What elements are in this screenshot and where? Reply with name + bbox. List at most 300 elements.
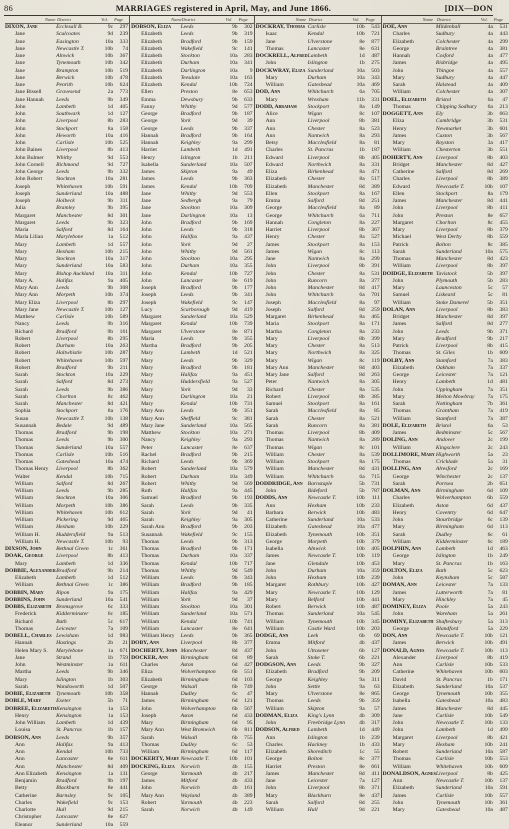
- entry-page: 405: [119, 277, 129, 284]
- entry-given-name: Mary: [392, 285, 405, 291]
- entry-name: [383, 604, 436, 611]
- register-entry: [256, 640, 381, 647]
- register-entry: [131, 394, 254, 401]
- entry-given-name: Ann: [15, 741, 25, 748]
- entry-surname: DOLMAN, Ann: [382, 488, 421, 494]
- register-entry: [5, 655, 129, 662]
- entry-volume: 8b: [359, 118, 365, 125]
- entry-page: 583: [119, 263, 129, 270]
- entry-volume: 8e: [232, 444, 238, 451]
- entry-district: Kendal: [56, 473, 73, 480]
- entry-district: Macclesfield: [307, 205, 337, 212]
- entry-name: [256, 648, 308, 655]
- entry-given-name: Mary A.: [15, 277, 34, 284]
- entry-volume: 1b: [487, 350, 493, 357]
- entry-page: 512: [119, 234, 129, 241]
- register-entry: [383, 307, 509, 314]
- entry-volume: 10b: [484, 183, 493, 190]
- entry-name: [5, 155, 56, 162]
- entry-district: Hexham: [56, 524, 75, 531]
- entry-district: Stockport: [307, 401, 330, 407]
- register-entry: [256, 75, 381, 82]
- entry-name: [131, 220, 181, 227]
- register-entry: [131, 785, 254, 792]
- entry-district: Wareham: [435, 611, 457, 618]
- entry-given-name: Mary: [265, 343, 278, 349]
- entry-volume: 10a: [229, 67, 238, 74]
- entry-name: [383, 256, 436, 263]
- entry-volume: 9d: [107, 31, 114, 38]
- entry-name: [383, 329, 436, 336]
- entry-given-name: John: [15, 111, 26, 117]
- register-entry: [383, 401, 509, 408]
- entry-district: Barnstaple: [307, 480, 333, 487]
- entry-volume: 10a: [229, 53, 238, 59]
- register-entry: [131, 285, 254, 292]
- entry-name: [131, 684, 181, 691]
- entry-given-name: Elizabeth: [141, 676, 163, 683]
- entry-district: Wayland: [180, 792, 200, 799]
- entry-volume: 8b: [359, 263, 365, 270]
- entry-district: Morpeth: [56, 292, 76, 299]
- entry-page: 361: [499, 799, 508, 806]
- entry-page: 399: [371, 335, 380, 342]
- entry-volume: 9b: [231, 285, 238, 291]
- entry-volume: 9d: [231, 386, 238, 393]
- entry-page: 463: [499, 546, 508, 552]
- entry-name: [256, 271, 308, 278]
- register-entry: [5, 97, 129, 104]
- entry-page: 535: [371, 386, 380, 393]
- entry-volume: 3b: [487, 132, 493, 139]
- entry-given-name: Mary: [392, 393, 405, 400]
- entry-given-name: John: [141, 705, 152, 712]
- entry-volume: 9b: [231, 633, 238, 639]
- entry-name: [131, 53, 181, 60]
- entry-volume: 10b: [229, 82, 238, 88]
- entry-name: [383, 176, 436, 183]
- entry-district: Leeds: [56, 488, 70, 494]
- entry-district: Hexham: [435, 741, 455, 748]
- entry-page: 429: [244, 589, 253, 596]
- entry-volume: 9d: [107, 154, 114, 161]
- entry-page: 633: [244, 96, 253, 103]
- entry-given-name: John: [265, 270, 277, 277]
- entry-page: 101: [244, 756, 253, 763]
- entry-given-name: John: [392, 799, 404, 806]
- entry-district: Colchester: [435, 89, 461, 96]
- entry-name: [383, 89, 436, 96]
- entry-district: Lambeth: [180, 147, 201, 154]
- entry-district: Birmingham: [180, 698, 209, 705]
- entry-volume: 7a: [487, 415, 493, 422]
- entry-volume: 1d: [107, 241, 114, 248]
- entry-given-name: Mary: [265, 589, 278, 596]
- register-entry: [5, 756, 129, 763]
- entry-name: [256, 539, 308, 546]
- entry-page: 103: [244, 676, 253, 683]
- entry-district: Wakefield: [180, 299, 203, 306]
- entry-name: [5, 314, 56, 321]
- entry-volume: 8a: [359, 401, 365, 407]
- entry-district: Teesdale: [180, 74, 200, 81]
- entry-given-name: Thomas: [265, 611, 284, 618]
- entry-page: 433: [244, 778, 253, 784]
- entry-name: [383, 184, 436, 191]
- entry-given-name: William: [15, 502, 34, 509]
- entry-page: 211: [244, 154, 253, 161]
- entry-given-name: Maria: [15, 227, 29, 233]
- entry-page: 323: [119, 219, 129, 226]
- entry-district: Stockport: [307, 190, 330, 197]
- entry-name: [383, 713, 436, 720]
- entry-page: 417: [499, 140, 508, 146]
- entry-name: [5, 481, 56, 488]
- entry-district: Islington: [435, 553, 456, 560]
- entry-district: Easington: [56, 38, 79, 45]
- entry-name: [256, 307, 308, 314]
- entry-volume: 10a: [104, 495, 114, 502]
- entry-given-name: James: [392, 321, 407, 328]
- entry-page: 409: [371, 430, 380, 436]
- entry-page: 609: [499, 350, 508, 357]
- register-entry: [383, 169, 509, 176]
- entry-given-name: Jane: [265, 560, 276, 567]
- entry-page: 386: [119, 582, 129, 589]
- entry-district: Manchester: [56, 212, 83, 219]
- entry-name: [383, 82, 436, 89]
- entry-volume: 9a: [359, 705, 365, 712]
- register-entry: [256, 68, 381, 75]
- entry-volume: 9a: [232, 198, 238, 204]
- entry-district: Bradford: [56, 567, 77, 574]
- entry-name: [256, 278, 308, 285]
- register-entry: [131, 75, 254, 82]
- entry-given-name: John: [141, 234, 152, 241]
- entry-name: [256, 394, 308, 401]
- entry-volume: 8c: [359, 111, 365, 117]
- entry-given-name: John: [15, 132, 26, 139]
- entry-volume: 6b: [231, 669, 238, 676]
- entry-district: Sunderland: [56, 190, 82, 197]
- entry-volume: 9c: [107, 24, 114, 30]
- entry-volume: 9d: [107, 422, 114, 429]
- entry-volume: 2b: [487, 480, 493, 487]
- entry-district: York: [180, 596, 191, 603]
- entry-district: Cricklade: [435, 459, 458, 465]
- entry-district: Liverpool: [56, 147, 78, 154]
- entry-given-name: Susannah: [141, 531, 163, 538]
- column-header: [256, 16, 381, 24]
- entry-page: 39: [246, 118, 253, 125]
- entry-page: 443: [499, 31, 508, 38]
- entry-given-name: William: [265, 473, 284, 480]
- entry-name: [383, 300, 436, 307]
- entry-name: [131, 111, 181, 118]
- entry-given-name: Michael: [392, 234, 411, 241]
- register-entry: [256, 321, 381, 328]
- entry-name: [256, 336, 308, 343]
- entry-given-name: George: [265, 538, 282, 545]
- column-header-vol: Vol.: [225, 17, 233, 22]
- register-entry: [383, 553, 509, 560]
- entry-district: Bradford: [180, 582, 201, 589]
- entry-page: 187: [371, 147, 380, 154]
- entry-name: [131, 191, 181, 198]
- entry-district: Congleton: [307, 328, 331, 335]
- entry-district: Stockport: [56, 408, 78, 415]
- entry-page: 335: [244, 502, 253, 509]
- entry-name: [383, 698, 436, 705]
- entry-name: [383, 785, 436, 792]
- entry-district: Darlington: [180, 212, 206, 219]
- entry-page: 641: [244, 625, 253, 632]
- entry-district: Stockton: [180, 205, 200, 212]
- entry-volume: 4b: [231, 763, 238, 770]
- entry-name: [5, 532, 56, 539]
- entry-page: 333: [119, 604, 129, 610]
- entry-given-name: Elizabeth: [141, 82, 163, 88]
- entry-page: 609: [499, 763, 508, 770]
- entry-page: 425: [499, 770, 508, 777]
- register-entry: [131, 800, 254, 807]
- entry-volume: 4a: [487, 67, 493, 74]
- entry-page: 395: [119, 205, 129, 212]
- entry-given-name: Mary: [15, 248, 28, 255]
- entry-volume: 10b: [356, 538, 365, 545]
- register-entry: [383, 561, 509, 568]
- entry-district: Keynsham: [435, 575, 460, 581]
- entry-given-name: Isaac: [265, 31, 278, 38]
- entry-given-name: Samuel: [141, 495, 158, 502]
- entry-page: 351: [499, 386, 508, 393]
- entry-page: 159: [244, 38, 253, 45]
- entry-page: 127: [371, 778, 380, 784]
- register-entry: [131, 321, 254, 328]
- entry-name: [131, 430, 181, 437]
- entry-given-name: William H.: [15, 531, 40, 538]
- register-entry: [131, 684, 254, 691]
- register-entry: [256, 742, 381, 749]
- entry-district: Gateshead: [307, 524, 332, 531]
- entry-page: 551: [499, 147, 508, 154]
- entry-district: Salford: [56, 227, 73, 233]
- entry-given-name: Mary: [15, 256, 28, 262]
- entry-district: Gateshead: [56, 459, 80, 465]
- entry-volume: 4b: [231, 785, 238, 792]
- entry-volume: 8d: [359, 364, 365, 371]
- entry-name: [5, 220, 56, 227]
- entry-name: [5, 408, 56, 415]
- entry-volume: 1b: [107, 654, 114, 661]
- entry-page: 185: [244, 582, 253, 589]
- entry-given-name: Hannah: [141, 140, 159, 146]
- entry-volume: 10b: [104, 691, 114, 697]
- entry-district: Carlisle: [435, 712, 454, 719]
- entry-district: Kensington: [56, 712, 82, 719]
- entry-volume: 10b: [229, 756, 238, 763]
- register-entry: [5, 481, 129, 488]
- entry-page: 214: [119, 567, 129, 574]
- entry-given-name: William: [392, 444, 411, 451]
- entry-volume: 9b: [231, 364, 238, 371]
- entry-district: Salford: [56, 480, 73, 487]
- entry-district: Newcastle T.: [435, 633, 465, 639]
- entry-given-name: Joseph: [15, 183, 31, 190]
- entry-given-name: Harriet: [265, 763, 282, 770]
- entry-volume: 1a: [107, 770, 114, 777]
- register-entry: [131, 314, 254, 321]
- entry-page: 545: [371, 611, 380, 618]
- register-columns: [4, 16, 508, 828]
- entry-name: [383, 31, 436, 38]
- entry-page: 141: [244, 45, 253, 52]
- entry-volume: 7a: [487, 386, 493, 393]
- entry-name: [131, 300, 181, 307]
- entry-district: Pickering: [56, 517, 78, 523]
- entry-given-name: William: [15, 509, 34, 516]
- entry-page: 441: [371, 596, 380, 603]
- entry-page: 175: [119, 589, 129, 596]
- register-entry: [131, 713, 254, 720]
- entry-volume: 8d: [487, 256, 493, 262]
- entry-page: 361: [499, 401, 508, 407]
- register-entry: [131, 626, 254, 633]
- entry-given-name: William: [265, 618, 284, 625]
- entry-volume: 10b: [356, 495, 365, 502]
- entry-district: York: [180, 241, 191, 248]
- entry-surname: DOLBY, Ann: [382, 357, 415, 364]
- entry-district: Macclesfield: [307, 140, 337, 146]
- entry-volume: 2c: [487, 466, 493, 473]
- entry-district: Bedminster: [435, 430, 462, 436]
- entry-district: Alnwick: [56, 53, 75, 59]
- entry-name: [256, 343, 308, 350]
- register-entry: [383, 242, 509, 249]
- register-entry: [5, 706, 129, 713]
- entry-volume: 9b: [231, 292, 238, 299]
- entry-volume: 9b: [359, 698, 365, 705]
- entry-page: 741: [244, 618, 253, 625]
- entry-given-name: Joseph: [141, 712, 157, 719]
- register-entry: [383, 445, 509, 452]
- entry-name: [5, 648, 56, 655]
- register-entry: [383, 365, 509, 372]
- entry-given-name: Sarah: [392, 82, 406, 88]
- entry-district: Birmingham: [180, 654, 209, 661]
- entry-name: [5, 104, 56, 111]
- entry-district: Halifax: [180, 234, 198, 241]
- entry-volume: 8b: [487, 734, 493, 741]
- entry-volume: 4a: [487, 45, 493, 52]
- register-entry: [131, 307, 254, 314]
- register-entry: [131, 169, 254, 176]
- entry-volume: 10b: [484, 712, 493, 719]
- entry-given-name: James: [265, 241, 280, 248]
- entry-given-name: Elizabeth: [265, 176, 287, 183]
- entry-name: [256, 785, 308, 792]
- entry-name: [383, 75, 436, 82]
- register-entry: [383, 785, 509, 792]
- entry-page: 263: [371, 372, 380, 378]
- entry-name: [383, 553, 436, 560]
- entry-given-name: Mary: [141, 372, 154, 378]
- register-entry: [256, 234, 381, 241]
- entry-district: St. Pancras: [56, 727, 82, 734]
- entry-volume: 8b: [359, 227, 365, 233]
- column-header: [131, 16, 254, 24]
- entry-district: Stoke Damerel: [435, 299, 469, 306]
- entry-district: Leeds: [56, 219, 70, 226]
- register-entry: [131, 46, 254, 53]
- register-entry: [256, 474, 381, 481]
- entry-given-name: Eleanor: [15, 821, 33, 828]
- entry-given-name: Mary: [392, 74, 405, 81]
- entry-given-name: George: [141, 125, 158, 132]
- entry-name: [383, 459, 436, 466]
- entry-district: Manchester: [307, 183, 335, 190]
- register-entry: [256, 568, 381, 575]
- entry-given-name: Margaret: [265, 582, 286, 589]
- entry-district: Leeds: [180, 125, 194, 132]
- entry-volume: 9b: [231, 227, 238, 233]
- entry-district: Chorlton: [435, 219, 457, 226]
- column-header-vol: Vol.: [480, 17, 488, 22]
- entry-name: [5, 459, 56, 466]
- entry-volume: 8b: [487, 263, 493, 270]
- entry-district: Leeds: [180, 357, 194, 364]
- register-entry: [256, 220, 381, 227]
- entry-name: [131, 387, 181, 394]
- entry-volume: 10b: [356, 553, 365, 560]
- entry-page: 569: [244, 480, 253, 487]
- register-entry: [5, 604, 129, 611]
- entry-given-name: Elizabeth: [265, 183, 287, 190]
- entry-district: Liverpool: [435, 263, 458, 270]
- entry-page: 127: [371, 647, 380, 654]
- entry-district: Stockton: [56, 256, 76, 262]
- entry-name: [256, 39, 308, 46]
- entry-page: 567: [244, 705, 253, 712]
- entry-volume: 6d: [231, 662, 238, 668]
- register-entry: [131, 764, 254, 771]
- register-entry: [5, 314, 129, 321]
- entry-given-name: Barbara: [265, 509, 284, 516]
- register-entry: [5, 408, 129, 415]
- entry-page: 341: [244, 292, 253, 299]
- entry-volume: 9b: [231, 132, 238, 139]
- entry-given-name: John: [141, 241, 152, 248]
- entry-given-name: Edward: [265, 154, 283, 161]
- entry-page: 277: [499, 321, 508, 328]
- register-entry: [383, 713, 509, 720]
- entry-district: Kensington: [56, 770, 82, 777]
- entry-given-name: Sarah Ann: [141, 524, 165, 531]
- entry-district: Rothbury: [307, 582, 329, 589]
- entry-page: 221: [371, 807, 380, 813]
- register-entry: [383, 140, 509, 147]
- entry-name: [5, 191, 56, 198]
- entry-given-name: Eliza: [265, 169, 278, 175]
- entry-given-name: Henry: [392, 125, 407, 132]
- entry-name: [383, 416, 436, 423]
- entry-volume: 10a: [229, 60, 238, 67]
- entry-page: 385: [371, 393, 380, 400]
- entry-volume: 10a: [104, 270, 114, 277]
- register-entry: [383, 807, 509, 814]
- register-entry: [5, 118, 129, 125]
- register-entry: [256, 706, 381, 713]
